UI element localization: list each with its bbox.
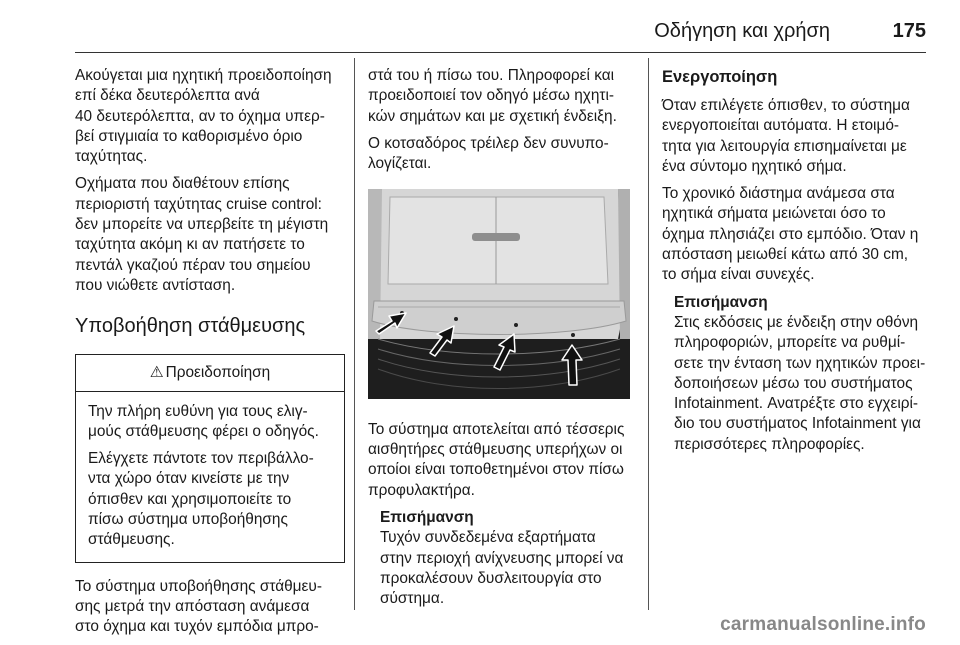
text-line: Ο κοτσαδόρος τρέιλερ δεν συνυπο‐ bbox=[368, 134, 609, 152]
paragraph-system-measures bbox=[75, 577, 345, 638]
text-line: Ακούγεται μια ηχητική προειδοποίηση bbox=[75, 67, 332, 84]
text-line: Το σύστημα αποτελείται από τέσσερις bbox=[368, 420, 625, 438]
text-line: Το σύστημα υποβοήθησης στάθμευ‐ bbox=[75, 577, 322, 595]
text-line: αισθητήρες στάθμευσης υπερήχων οι bbox=[368, 441, 623, 459]
text-line: διο του συστήματος Infotainment για bbox=[674, 415, 921, 433]
text-line: δεν μπορείτε να υπερβείτε τη μέγιστη bbox=[75, 216, 329, 234]
paragraph-cruise-control bbox=[75, 174, 345, 296]
column-1 bbox=[75, 66, 345, 645]
watermark: carmanualsonline.info bbox=[720, 614, 926, 635]
section-title-parking-assist: Υποβοήθηση στάθμευσης bbox=[75, 315, 306, 338]
text-line: λογίζεται. bbox=[368, 155, 432, 173]
paragraph-system-informs bbox=[368, 66, 636, 127]
text-line: Όταν επιλέγετε όπισθεν, το σύστημα bbox=[662, 97, 910, 114]
text-line: όπισθεν και χρησιμοποιείτε το bbox=[88, 490, 292, 508]
paragraph-speed-warning bbox=[75, 66, 345, 167]
text-line: απόσταση μειωθεί κάτω από 30 cm, bbox=[662, 246, 909, 264]
paragraph-signal-interval bbox=[662, 184, 932, 285]
text-line: ηχητικά σήματα μειώνεται όσο το bbox=[662, 205, 886, 223]
text-line: στην περιοχή ανίχνευσης μπορεί να bbox=[380, 549, 624, 567]
text-line: στο όχημα και τυχόν εμπόδια μπρο‐ bbox=[75, 618, 319, 636]
section-title-activation: Ενεργοποίηση bbox=[662, 68, 778, 86]
page-number: 175 bbox=[892, 20, 926, 42]
text-line: προκαλέσουν δυσλειτουργία στο bbox=[380, 569, 602, 587]
column-divider-1 bbox=[354, 58, 355, 610]
text-line: ένα σύντομο ηχητικό σήμα. bbox=[662, 157, 847, 175]
text-line: πληροφοριών, μπορείτε να ρυθμί‐ bbox=[674, 334, 906, 352]
paragraph-towbar bbox=[368, 134, 636, 175]
text-line: κών σημάτων και με σχετική ένδειξη. bbox=[368, 107, 617, 125]
rear-bumper-sensors-illustration bbox=[368, 189, 630, 399]
text-line: όχημα πλησιάζει στο εμπόδιο. Όταν η bbox=[662, 225, 919, 243]
text-line: Το χρονικό διάστημα ανάμεσα στα bbox=[662, 185, 895, 203]
text-line: Στις εκδόσεις με ένδειξη στην οθόνη bbox=[674, 313, 919, 331]
column-divider-2 bbox=[648, 58, 649, 610]
paragraph-activation bbox=[662, 96, 932, 177]
column-3 bbox=[662, 66, 932, 455]
text-line: που νιώθετε αντίσταση. bbox=[75, 276, 236, 294]
paragraph-four-sensors bbox=[368, 420, 636, 501]
header-divider bbox=[75, 52, 926, 53]
text-line: Infotainment. Ανατρέξτε στο εγχειρί‐ bbox=[674, 395, 919, 413]
note-title: Επισήμανση bbox=[674, 293, 768, 311]
text-line: βεί στιγμιαία το καθορισμένο όριο bbox=[75, 127, 303, 145]
text-line: προφυλακτήρα. bbox=[368, 481, 475, 499]
text-line: δοποιήσεων μέσω του συστήματος bbox=[674, 374, 913, 392]
text-line: περιοριστή ταχύτητας cruise control: bbox=[75, 195, 322, 213]
text-line: στά του ή πίσω του. Πληροφορεί και bbox=[368, 67, 615, 84]
text-line: ταχύτητα ακόμη κι αν πατήσετε το bbox=[75, 236, 305, 254]
text-line: περισσότερες πληροφορίες. bbox=[674, 435, 865, 453]
chapter-title: Οδήγηση και χρήση bbox=[654, 20, 830, 42]
page-header bbox=[0, 0, 960, 52]
text-line: πεντάλ γκαζιού πέραν του σημείου bbox=[75, 256, 311, 274]
warning-body bbox=[76, 392, 344, 562]
text-line: επί δέκα δευτερόλεπτα ανά bbox=[75, 87, 260, 105]
note-text bbox=[674, 313, 932, 455]
text-line: το σήμα είναι συνεχές. bbox=[662, 266, 815, 284]
text-line: στάθμευσης. bbox=[88, 531, 175, 549]
note-box-accessories bbox=[368, 508, 636, 609]
warning-triangle-icon: ⚠ bbox=[149, 364, 164, 382]
note-text bbox=[380, 528, 636, 609]
text-line: ντα χώρο όταν κινείστε με την bbox=[88, 470, 290, 488]
warning-header bbox=[76, 355, 344, 391]
text-line: 40 δευτερόλεπτα, αν το όχημα υπερ‐ bbox=[75, 107, 325, 125]
text-line: τητα για λειτουργία επισημαίνεται με bbox=[662, 137, 907, 155]
text-line: μούς στάθμευσης φέρει ο οδηγός. bbox=[88, 422, 319, 440]
column-2 bbox=[368, 66, 636, 609]
text-line: σης μετρά την απόσταση ανάμεσα bbox=[75, 597, 310, 615]
text-line: Τυχόν συνδεδεμένα εξαρτήματα bbox=[380, 529, 596, 547]
warning-paragraph-2 bbox=[88, 449, 334, 550]
text-line: σετε την ένταση των ηχητικών προει‐ bbox=[674, 354, 926, 372]
text-line: ενεργοποιείται αυτόματα. Η ετοιμό‐ bbox=[662, 117, 899, 135]
warning-paragraph-1 bbox=[88, 402, 334, 443]
text-line: Την πλήρη ευθύνη για τους ελιγ‐ bbox=[88, 402, 308, 420]
text-line: Οχήματα που διαθέτουν επίσης bbox=[75, 175, 290, 193]
warning-box bbox=[75, 354, 345, 562]
warning-title: Προειδοποίηση bbox=[165, 364, 271, 382]
text-line: σύστημα. bbox=[380, 590, 445, 608]
text-line: πίσω σύστημα υποβοήθησης bbox=[88, 511, 288, 529]
note-title: Επισήμανση bbox=[380, 508, 474, 526]
text-line: Ελέγχετε πάντοτε τον περιβάλλο‐ bbox=[88, 450, 314, 468]
text-line: προειδοποιεί τον οδηγό μέσω ηχητι‐ bbox=[368, 87, 615, 105]
text-line: ταχύτητας. bbox=[75, 148, 148, 166]
note-box-volume bbox=[662, 293, 932, 455]
text-line: οποίοι είναι τοποθετημένοι στον πίσω bbox=[368, 461, 624, 479]
